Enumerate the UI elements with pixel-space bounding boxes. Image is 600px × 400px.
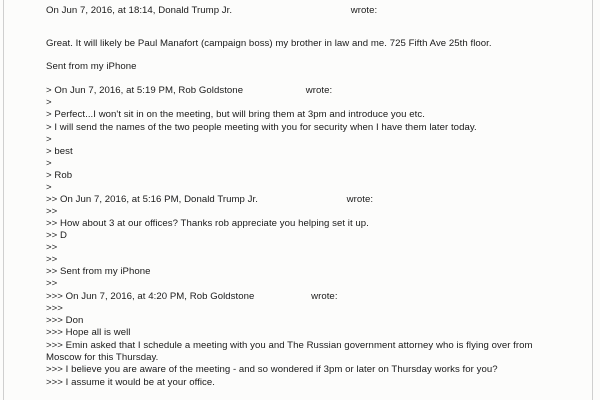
header-tail: wrote: — [348, 5, 378, 16]
quoted-line: >> — [46, 206, 58, 217]
header-text: On Jun 7, 2016, at 18:14, Donald Trump Jr. — [46, 5, 233, 16]
quoted-line: > Rob — [46, 170, 73, 181]
quoted-line: >> — [46, 278, 58, 289]
quoted-line: >> Sent from my iPhone — [46, 266, 151, 277]
quoted-line: > — [46, 134, 52, 145]
quoted-line: Moscow for this Thursday. — [46, 352, 159, 363]
header-tail: wrote: — [303, 85, 333, 96]
header-tail: wrote: — [308, 291, 338, 302]
quoted-line: > — [46, 97, 52, 108]
quoted-header-line — [46, 194, 373, 206]
quoted-line: > — [46, 158, 52, 169]
quoted-line: >> — [46, 254, 58, 265]
quoted-line: > I will send the names of the two people meeting with you for security when I have them later today. — [46, 122, 477, 133]
quoted-line: >> How about 3 at our offices? Thanks rob appreciate you helping set it up. — [46, 218, 369, 229]
quoted-line: >>> — [46, 303, 63, 314]
quoted-line: > best — [46, 146, 73, 157]
quoted-line: > — [46, 182, 52, 193]
header-text: > On Jun 7, 2016, at 5:19 PM, Rob Goldstone — [46, 85, 244, 96]
header-text: >>> On Jun 7, 2016, at 4:20 PM, Rob Goldstone — [46, 291, 255, 302]
quoted-line: > Perfect...I won't sit in on the meeting, but will bring them at 3pm and introduce you etc. — [46, 109, 425, 120]
quoted-line: >>> I assume it would be at your office. — [46, 377, 216, 388]
quoted-line: >> D — [46, 230, 67, 241]
signature-line: Sent from my iPhone — [46, 61, 137, 72]
quoted-line: >>> Emin asked that I schedule a meeting with you and The Russian government attorney who is flying over from — [46, 340, 533, 351]
header-text: >> On Jun 7, 2016, at 5:16 PM, Donald Trump Jr. — [46, 194, 258, 205]
quoted-line: >>> Don — [46, 315, 84, 326]
message-line: Great. It will likely be Paul Manafort (campaign boss) my brother in law and me. 725 Fifth Ave 25th floor. — [46, 38, 492, 49]
quoted-line: >>> I believe you are aware of the meeting - and so wondered if 3pm or later on Thursday works for you? — [46, 364, 498, 375]
quoted-header-line — [46, 291, 338, 303]
email-header-line — [46, 5, 377, 17]
quoted-line: >> — [46, 242, 58, 253]
quoted-line: >>> Hope all is well — [46, 327, 131, 338]
header-tail: wrote: — [343, 194, 374, 205]
quoted-header-line — [46, 85, 332, 97]
